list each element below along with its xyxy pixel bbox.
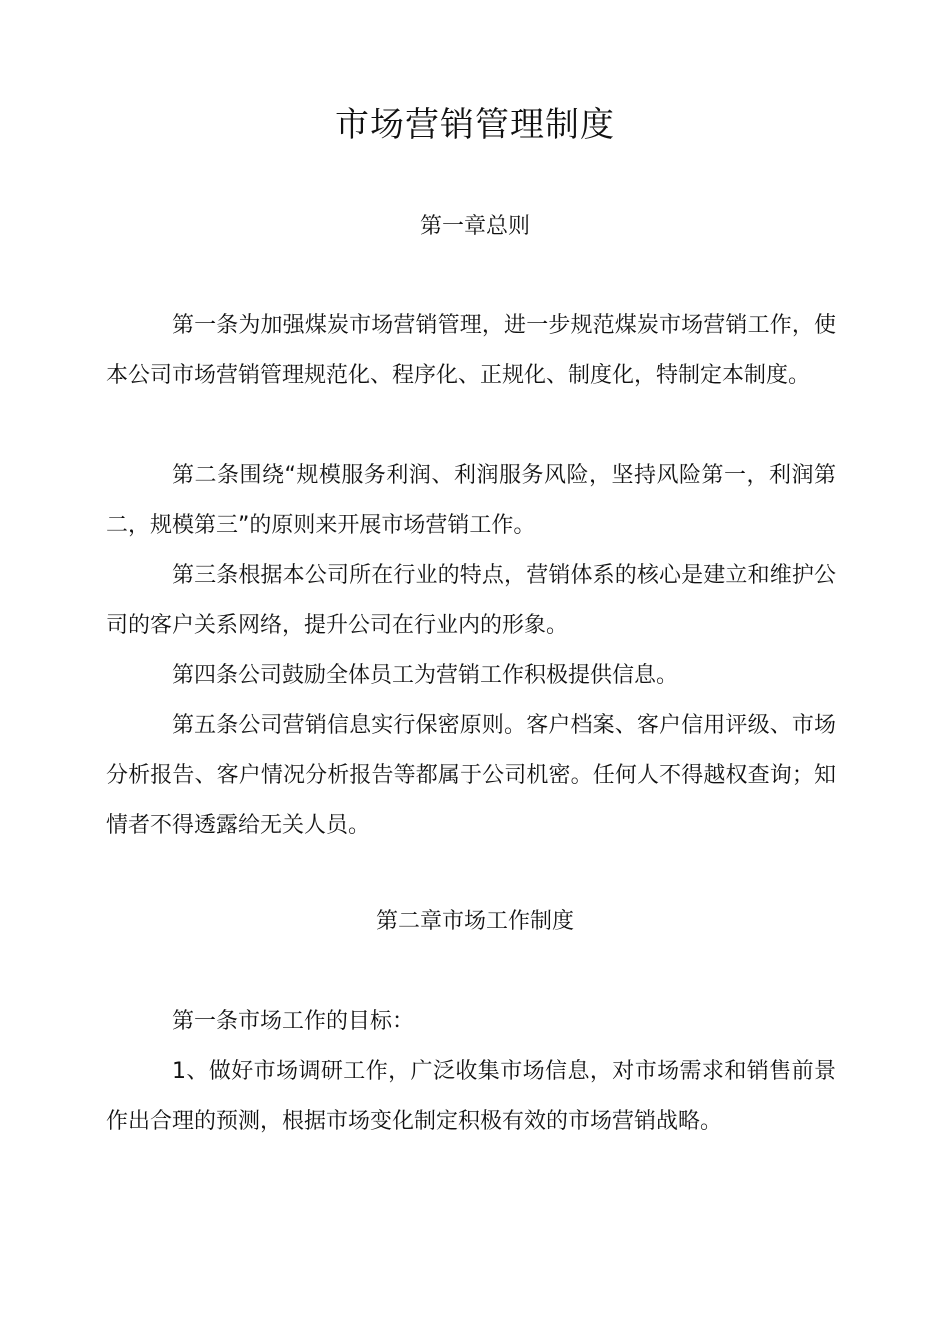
chapter-2-item-1: 1、做好市场调研工作，广泛收集市场信息，对市场需求和销售前景作出合理的预测，根据市场变化制定积极有效的市场营销战略。 [106,1059,836,1134]
chapter-1-article-3: 第三条根据本公司所在行业的特点，营销体系的核心是建立和维护公司的客户关系网络，提升公司在行业内的形象。 [106,563,836,638]
chapter-1-article-2: 第二条围绕“规模服务利润、利润服务风险，坚持风险第一，利润第二，规模第三”的原则来开展市场营销工作。 [106,463,836,538]
chapter-1-heading: 第一章总则 [419,214,530,239]
chapter-1-article-5: 第五条公司营销信息实行保密原则。客户档案、客户信用评级、市场分析报告、客户情况分析报告等都属于公司机密。任何人不得越权查询；知情者不得透露给无关人员。 [106,713,836,838]
chapter-1-article-4: 第四条公司鼓励全体员工为营销工作积极提供信息。 [172,663,679,688]
chapter-2-article-1: 第一条市场工作的目标： [172,1009,415,1034]
document-title: 市场营销管理制度 [335,105,615,145]
chapter-2-heading: 第二章市场工作制度 [375,909,574,934]
chapter-1-article-1: 第一条为加强煤炭市场营销管理，进一步规范煤炭市场营销工作，使本公司市场营销管理规范化、程序化、正规化、制度化，特制定本制度。 [106,313,836,388]
